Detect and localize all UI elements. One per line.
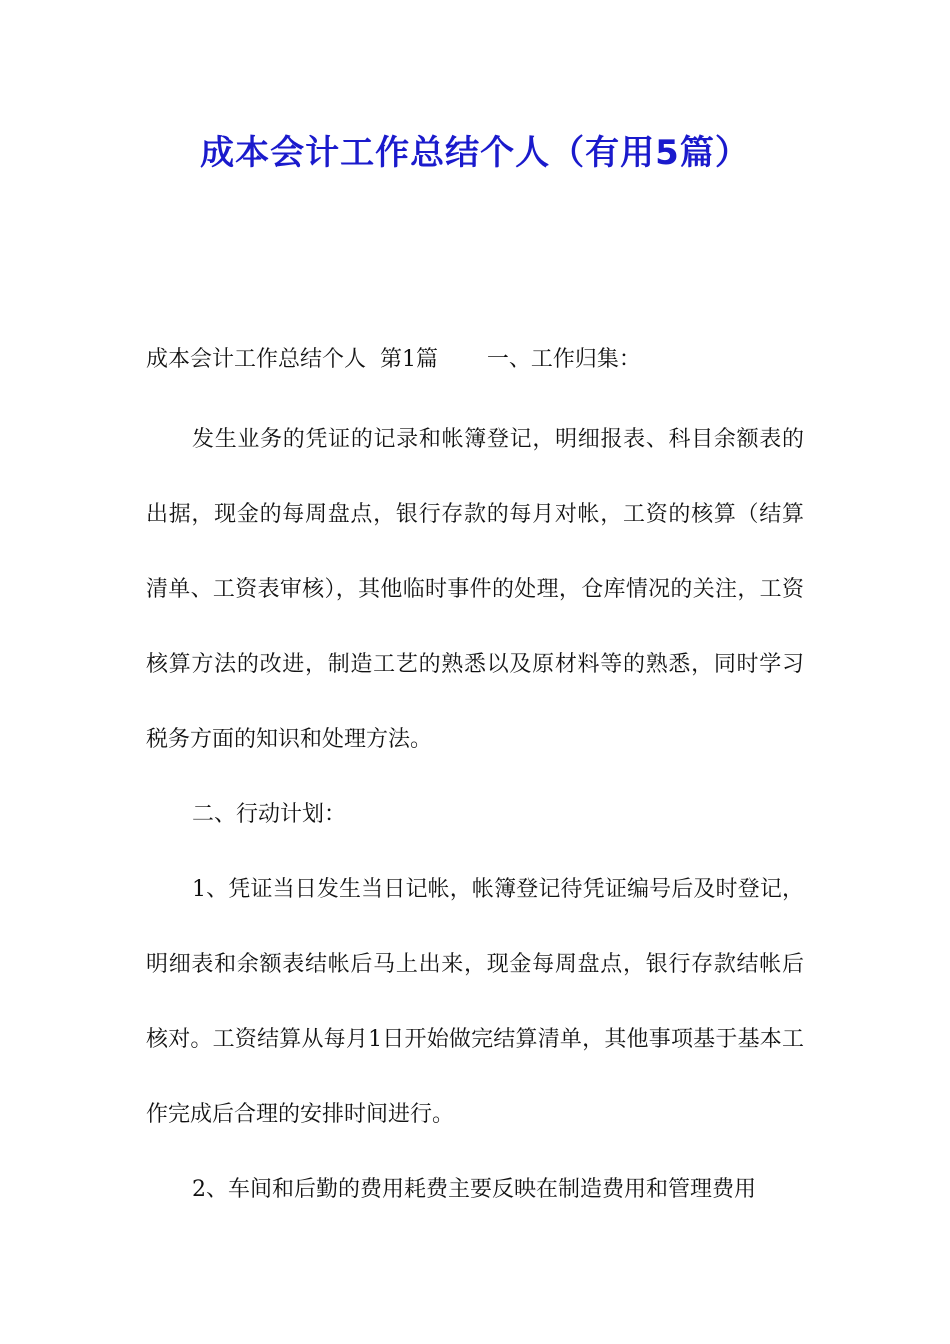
paragraph-work-summary: 发生业务的凭证的记录和帐簿登记，明细报表、科目余额表的出据，现金的每周盘点，银行存款的每月对帐，工资的核算（结算清单、工资表审核），其他临时事件的处理，仓库情况的关注，工资核算方法的改进，制造工艺的熟悉以及原材料等的熟悉，同时学习税务方面的知识和处理方法。 <box>146 427 804 752</box>
document-title: 成本会计工作总结个人（有用5篇） <box>200 133 750 173</box>
paragraph-plan-item-1: 1、凭证当日发生当日记帐，帐簿登记待凭证编号后及时登记，明细表和余额表结帐后马上出来，现金每周盘点，银行存款结帐后核对。工资结算从每月1日开始做完结算清单，其他事项基于基本工作完成后合理的安排时间进行。 <box>146 877 804 1127</box>
paragraph-plan-item-2: 2、车间和后勤的费用耗费主要反映在制造费用和管理费用 <box>192 1177 756 1202</box>
document-body <box>146 330 804 1227</box>
section-heading-action-plan: 二、行动计划： <box>192 802 347 827</box>
section-heading-line: 成本会计工作总结个人 第1篇 一、工作归集： <box>146 347 641 372</box>
